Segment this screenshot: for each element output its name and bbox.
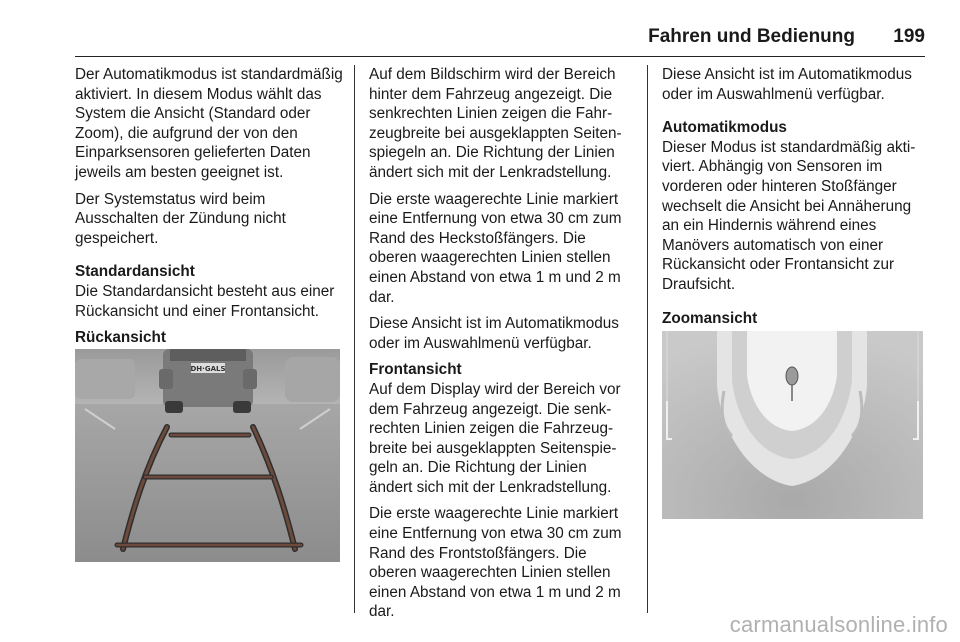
watermark: carmanualsonline.info — [729, 612, 948, 637]
page-number: 199 — [893, 26, 925, 47]
rear-view-illustration — [75, 349, 340, 562]
section-heading: Rückansicht — [75, 329, 166, 347]
page-title: Fahren und Bedienung — [648, 26, 855, 47]
column-divider — [647, 65, 648, 613]
paragraph: Diese Ansicht ist im Automatikmodus oder im Auswahlmenü verfügbar. — [369, 315, 619, 352]
text-column-1 — [75, 65, 343, 348]
paragraph: Die erste waagerechte Linie markiert eine Entfernung von etwa 30 cm zum Rand des Frontstoßfängers. Die oberen waagerechten Linien stellen einen Abstand von etwa 1 m und 2 m dar. — [369, 505, 622, 621]
paragraph: Dieser Modus ist standardmäßig aktiviert. Abhängig von Sensoren im vorderen oder hinteren Stoßfänger wechselt die Ansicht bei Annäherung an ein Hindernis während eines Manövers automatisch von einer Rückansicht oder Frontansicht zur Draufsicht. — [662, 138, 916, 293]
column-divider — [354, 65, 355, 613]
paragraph: Auf dem Bildschirm wird der Bereich hinter dem Fahrzeug angezeigt. Die senkrechten Linien zeigen die Fahrzeugbreite bei ausgeklappten Seitenspiegeln an. Die Richtung der Linien ändert sich mit der Lenkradstellung. — [369, 66, 622, 181]
text-column-3 — [662, 65, 927, 328]
page-header — [75, 24, 925, 57]
zoom-view-illustration — [662, 331, 923, 519]
paragraph: Der Automatikmodus ist standardmäßig aktiviert. In diesem Modus wählt das System die Ansicht (Standard oder Zoom), die aufgrund der von den Einparksensoren gelieferten Daten jeweils am besten geeignet ist. — [75, 66, 343, 181]
section-heading: Automatikmodus — [662, 119, 787, 137]
paragraph: Die erste waagerechte Linie markiert eine Entfernung von etwa 30 cm zum Rand des Heckstoßfängers. Die oberen waagerechten Linien stellen einen Abstand von etwa 1 m und 2 m dar. — [369, 190, 622, 306]
paragraph: Diese Ansicht ist im Automatikmodus oder im Auswahlmenü verfügbar. — [662, 66, 912, 103]
section-heading: Frontansicht — [369, 361, 462, 379]
car-rear — [159, 349, 257, 413]
license-plate: DH·GALS — [190, 365, 226, 373]
paragraph: Der Systemstatus wird beim Ausschalten der Zündung nicht gespeichert. — [75, 190, 286, 247]
paragraph: Auf dem Display wird der Bereich vor dem Fahrzeug angezeigt. Die senkrechten Linien zeigen die Fahrzeugbreite bei ausgeklappten Seitenspiegeln an. Die Richtung der Linien ändert sich mit der Lenkradstellung. — [369, 380, 621, 496]
zoom-view-camera-image — [662, 331, 923, 519]
paragraph: Die Standardansicht besteht aus einer Rückansicht und einer Frontansicht. — [75, 282, 335, 320]
rear-view-camera-image — [75, 349, 340, 562]
section-heading: Standardansicht — [75, 263, 195, 281]
section-heading: Zoomansicht — [662, 309, 758, 327]
text-column-2 — [369, 65, 634, 629]
